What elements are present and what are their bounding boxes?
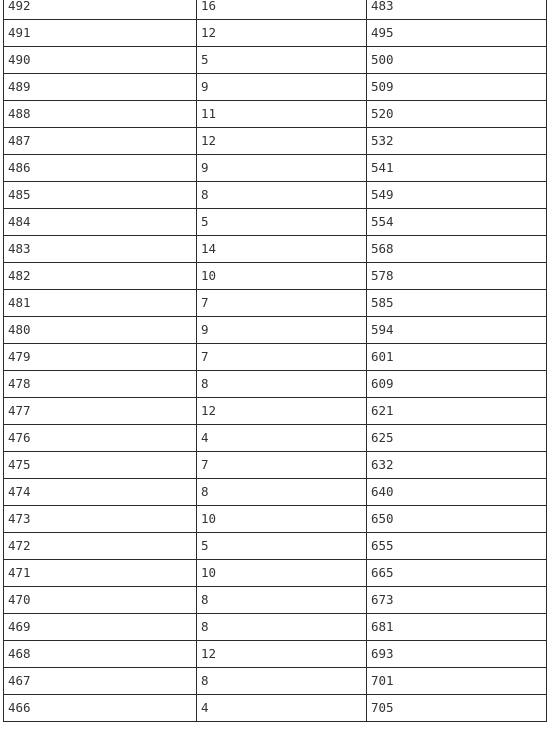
table-row <box>4 587 547 614</box>
table-row <box>4 371 547 398</box>
score-cell: 484 <box>4 209 197 236</box>
table-row <box>4 128 547 155</box>
cumulative-cell: 621 <box>367 398 547 425</box>
cumulative-cell: 650 <box>367 506 547 533</box>
cumulative-cell: 585 <box>367 290 547 317</box>
table-row <box>4 641 547 668</box>
cumulative-cell: 520 <box>367 101 547 128</box>
table-row <box>4 155 547 182</box>
count-cell: 16 <box>197 0 367 20</box>
cumulative-cell: 693 <box>367 641 547 668</box>
score-cell: 474 <box>4 479 197 506</box>
count-cell: 12 <box>197 128 367 155</box>
count-cell: 11 <box>197 101 367 128</box>
cumulative-cell: 701 <box>367 668 547 695</box>
count-cell: 7 <box>197 290 367 317</box>
score-cell: 481 <box>4 290 197 317</box>
table-row <box>4 20 547 47</box>
count-cell: 9 <box>197 317 367 344</box>
cumulative-cell: 554 <box>367 209 547 236</box>
count-cell: 8 <box>197 182 367 209</box>
score-cell: 475 <box>4 452 197 479</box>
score-cell: 472 <box>4 533 197 560</box>
score-cell: 466 <box>4 695 197 722</box>
score-cell: 479 <box>4 344 197 371</box>
count-cell: 10 <box>197 506 367 533</box>
table-row <box>4 614 547 641</box>
count-cell: 12 <box>197 20 367 47</box>
cumulative-cell: 640 <box>367 479 547 506</box>
cumulative-cell: 665 <box>367 560 547 587</box>
cumulative-cell: 655 <box>367 533 547 560</box>
score-cell: 486 <box>4 155 197 182</box>
table-row <box>4 560 547 587</box>
table-row <box>4 425 547 452</box>
score-cell: 478 <box>4 371 197 398</box>
score-cell: 468 <box>4 641 197 668</box>
cumulative-cell: 705 <box>367 695 547 722</box>
score-cell: 469 <box>4 614 197 641</box>
count-cell: 4 <box>197 695 367 722</box>
cumulative-cell: 541 <box>367 155 547 182</box>
table-row <box>4 236 547 263</box>
score-cell: 477 <box>4 398 197 425</box>
count-cell: 9 <box>197 74 367 101</box>
cumulative-cell: 483 <box>367 0 547 20</box>
cumulative-cell: 681 <box>367 614 547 641</box>
count-cell: 14 <box>197 236 367 263</box>
count-cell: 7 <box>197 452 367 479</box>
score-table <box>3 0 547 722</box>
table-row <box>4 668 547 695</box>
cumulative-cell: 532 <box>367 128 547 155</box>
count-cell: 12 <box>197 641 367 668</box>
cumulative-cell: 578 <box>367 263 547 290</box>
score-cell: 488 <box>4 101 197 128</box>
score-cell: 492 <box>4 0 197 20</box>
cumulative-cell: 509 <box>367 74 547 101</box>
cumulative-cell: 673 <box>367 587 547 614</box>
count-cell: 9 <box>197 155 367 182</box>
count-cell: 4 <box>197 425 367 452</box>
count-cell: 8 <box>197 668 367 695</box>
table-row <box>4 398 547 425</box>
score-cell: 487 <box>4 128 197 155</box>
table-row <box>4 0 547 20</box>
score-cell: 473 <box>4 506 197 533</box>
count-cell: 8 <box>197 614 367 641</box>
table-row <box>4 47 547 74</box>
table-row <box>4 695 547 722</box>
cumulative-cell: 594 <box>367 317 547 344</box>
count-cell: 12 <box>197 398 367 425</box>
cumulative-cell: 500 <box>367 47 547 74</box>
table-row <box>4 182 547 209</box>
table-row <box>4 317 547 344</box>
cumulative-cell: 601 <box>367 344 547 371</box>
table-row <box>4 344 547 371</box>
score-cell: 483 <box>4 236 197 263</box>
table-row <box>4 101 547 128</box>
score-cell: 480 <box>4 317 197 344</box>
cumulative-cell: 632 <box>367 452 547 479</box>
cumulative-cell: 568 <box>367 236 547 263</box>
score-cell: 476 <box>4 425 197 452</box>
score-cell: 471 <box>4 560 197 587</box>
count-cell: 8 <box>197 587 367 614</box>
count-cell: 10 <box>197 560 367 587</box>
count-cell: 8 <box>197 479 367 506</box>
cumulative-cell: 495 <box>367 20 547 47</box>
table-row <box>4 290 547 317</box>
count-cell: 5 <box>197 209 367 236</box>
cumulative-cell: 609 <box>367 371 547 398</box>
table-row <box>4 533 547 560</box>
cumulative-cell: 549 <box>367 182 547 209</box>
score-cell: 485 <box>4 182 197 209</box>
count-cell: 8 <box>197 371 367 398</box>
score-cell: 490 <box>4 47 197 74</box>
table-row <box>4 506 547 533</box>
table-row <box>4 209 547 236</box>
score-cell: 482 <box>4 263 197 290</box>
score-cell: 470 <box>4 587 197 614</box>
count-cell: 10 <box>197 263 367 290</box>
table-row <box>4 452 547 479</box>
score-table-body <box>4 0 547 722</box>
score-cell: 467 <box>4 668 197 695</box>
table-row <box>4 74 547 101</box>
table-row <box>4 479 547 506</box>
table-row <box>4 263 547 290</box>
score-cell: 491 <box>4 20 197 47</box>
count-cell: 7 <box>197 344 367 371</box>
count-cell: 5 <box>197 533 367 560</box>
count-cell: 5 <box>197 47 367 74</box>
score-cell: 489 <box>4 74 197 101</box>
cumulative-cell: 625 <box>367 425 547 452</box>
